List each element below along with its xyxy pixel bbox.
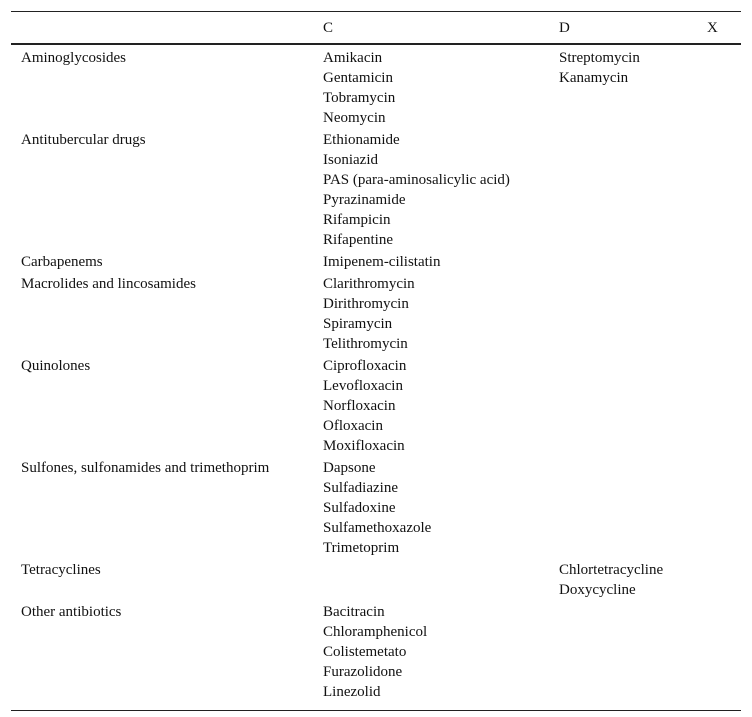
header-c: C bbox=[323, 20, 334, 36]
table-row bbox=[11, 272, 741, 354]
drug-name: Sulfamethoxazole bbox=[323, 520, 432, 536]
cell-c bbox=[323, 356, 406, 456]
drug-name: Rifapentine bbox=[323, 232, 393, 248]
table-row bbox=[11, 250, 741, 272]
drug-name: PAS (para-aminosalicylic acid) bbox=[323, 172, 510, 188]
row-category: Antitubercular drugs bbox=[21, 132, 146, 148]
table-row bbox=[11, 600, 741, 702]
drug-name: Ethionamide bbox=[323, 132, 400, 148]
drug-name: Amikacin bbox=[323, 50, 383, 66]
cell-c bbox=[323, 274, 415, 354]
row-category: Sulfones, sulfonamides and trimethoprim bbox=[21, 460, 270, 476]
drug-name: Spiramycin bbox=[323, 316, 393, 332]
drug-name: Pyrazinamide bbox=[323, 192, 406, 208]
drug-name: Dirithromycin bbox=[323, 296, 409, 312]
drug-name: Ciprofloxacin bbox=[323, 358, 407, 374]
drug-name: Bacitracin bbox=[323, 604, 385, 620]
drug-name: Furazolidone bbox=[323, 664, 403, 680]
drug-name: Tobramycin bbox=[323, 90, 396, 106]
drug-name: Moxifloxacin bbox=[323, 438, 405, 454]
table-row bbox=[11, 354, 741, 456]
drug-name: Chlortetracycline bbox=[559, 562, 664, 578]
drug-name: Sulfadoxine bbox=[323, 500, 396, 516]
row-category: Carbapenems bbox=[21, 254, 103, 270]
drug-name: Chloramphenicol bbox=[323, 624, 428, 640]
cell-c bbox=[323, 458, 431, 558]
drug-name: Rifampicin bbox=[323, 212, 391, 228]
drug-name: Trimetoprim bbox=[323, 540, 400, 556]
header-d: D bbox=[559, 20, 570, 36]
cell-d bbox=[559, 560, 663, 600]
cell-d bbox=[559, 48, 640, 88]
drug-name: Clarithromycin bbox=[323, 276, 415, 292]
cell-c bbox=[323, 602, 427, 702]
drug-name: Streptomycin bbox=[559, 50, 640, 66]
drug-name: Norfloxacin bbox=[323, 398, 396, 414]
drug-name: Gentamicin bbox=[323, 70, 393, 86]
header-x: X bbox=[707, 20, 718, 36]
drug-name: Doxycycline bbox=[559, 582, 636, 598]
row-category: Quinolones bbox=[21, 358, 91, 374]
cell-c bbox=[323, 252, 440, 272]
table-body bbox=[11, 45, 741, 710]
drug-name: Imipenem-cilistatin bbox=[323, 254, 441, 270]
drug-table bbox=[11, 11, 741, 711]
drug-name: Levofloxacin bbox=[323, 378, 403, 394]
row-category: Tetracyclines bbox=[21, 562, 101, 578]
drug-name: Isoniazid bbox=[323, 152, 378, 168]
table-header bbox=[11, 12, 741, 45]
drug-name: Telithromycin bbox=[323, 336, 408, 352]
drug-name: Colistemetato bbox=[323, 644, 407, 660]
row-category: Aminoglycosides bbox=[21, 50, 126, 66]
drug-name: Linezolid bbox=[323, 684, 381, 700]
cell-c bbox=[323, 130, 510, 250]
drug-name: Ofloxacin bbox=[323, 418, 383, 434]
row-category: Other antibiotics bbox=[21, 604, 122, 620]
cell-c bbox=[323, 48, 395, 128]
table-row bbox=[11, 558, 741, 600]
drug-name: Sulfadiazine bbox=[323, 480, 398, 496]
table-row bbox=[11, 128, 741, 250]
table-row bbox=[11, 456, 741, 558]
table-row bbox=[11, 46, 741, 128]
drug-name: Kanamycin bbox=[559, 70, 629, 86]
drug-name: Dapsone bbox=[323, 460, 376, 476]
row-category: Macrolides and lincosamides bbox=[21, 276, 196, 292]
drug-name: Neomycin bbox=[323, 110, 386, 126]
